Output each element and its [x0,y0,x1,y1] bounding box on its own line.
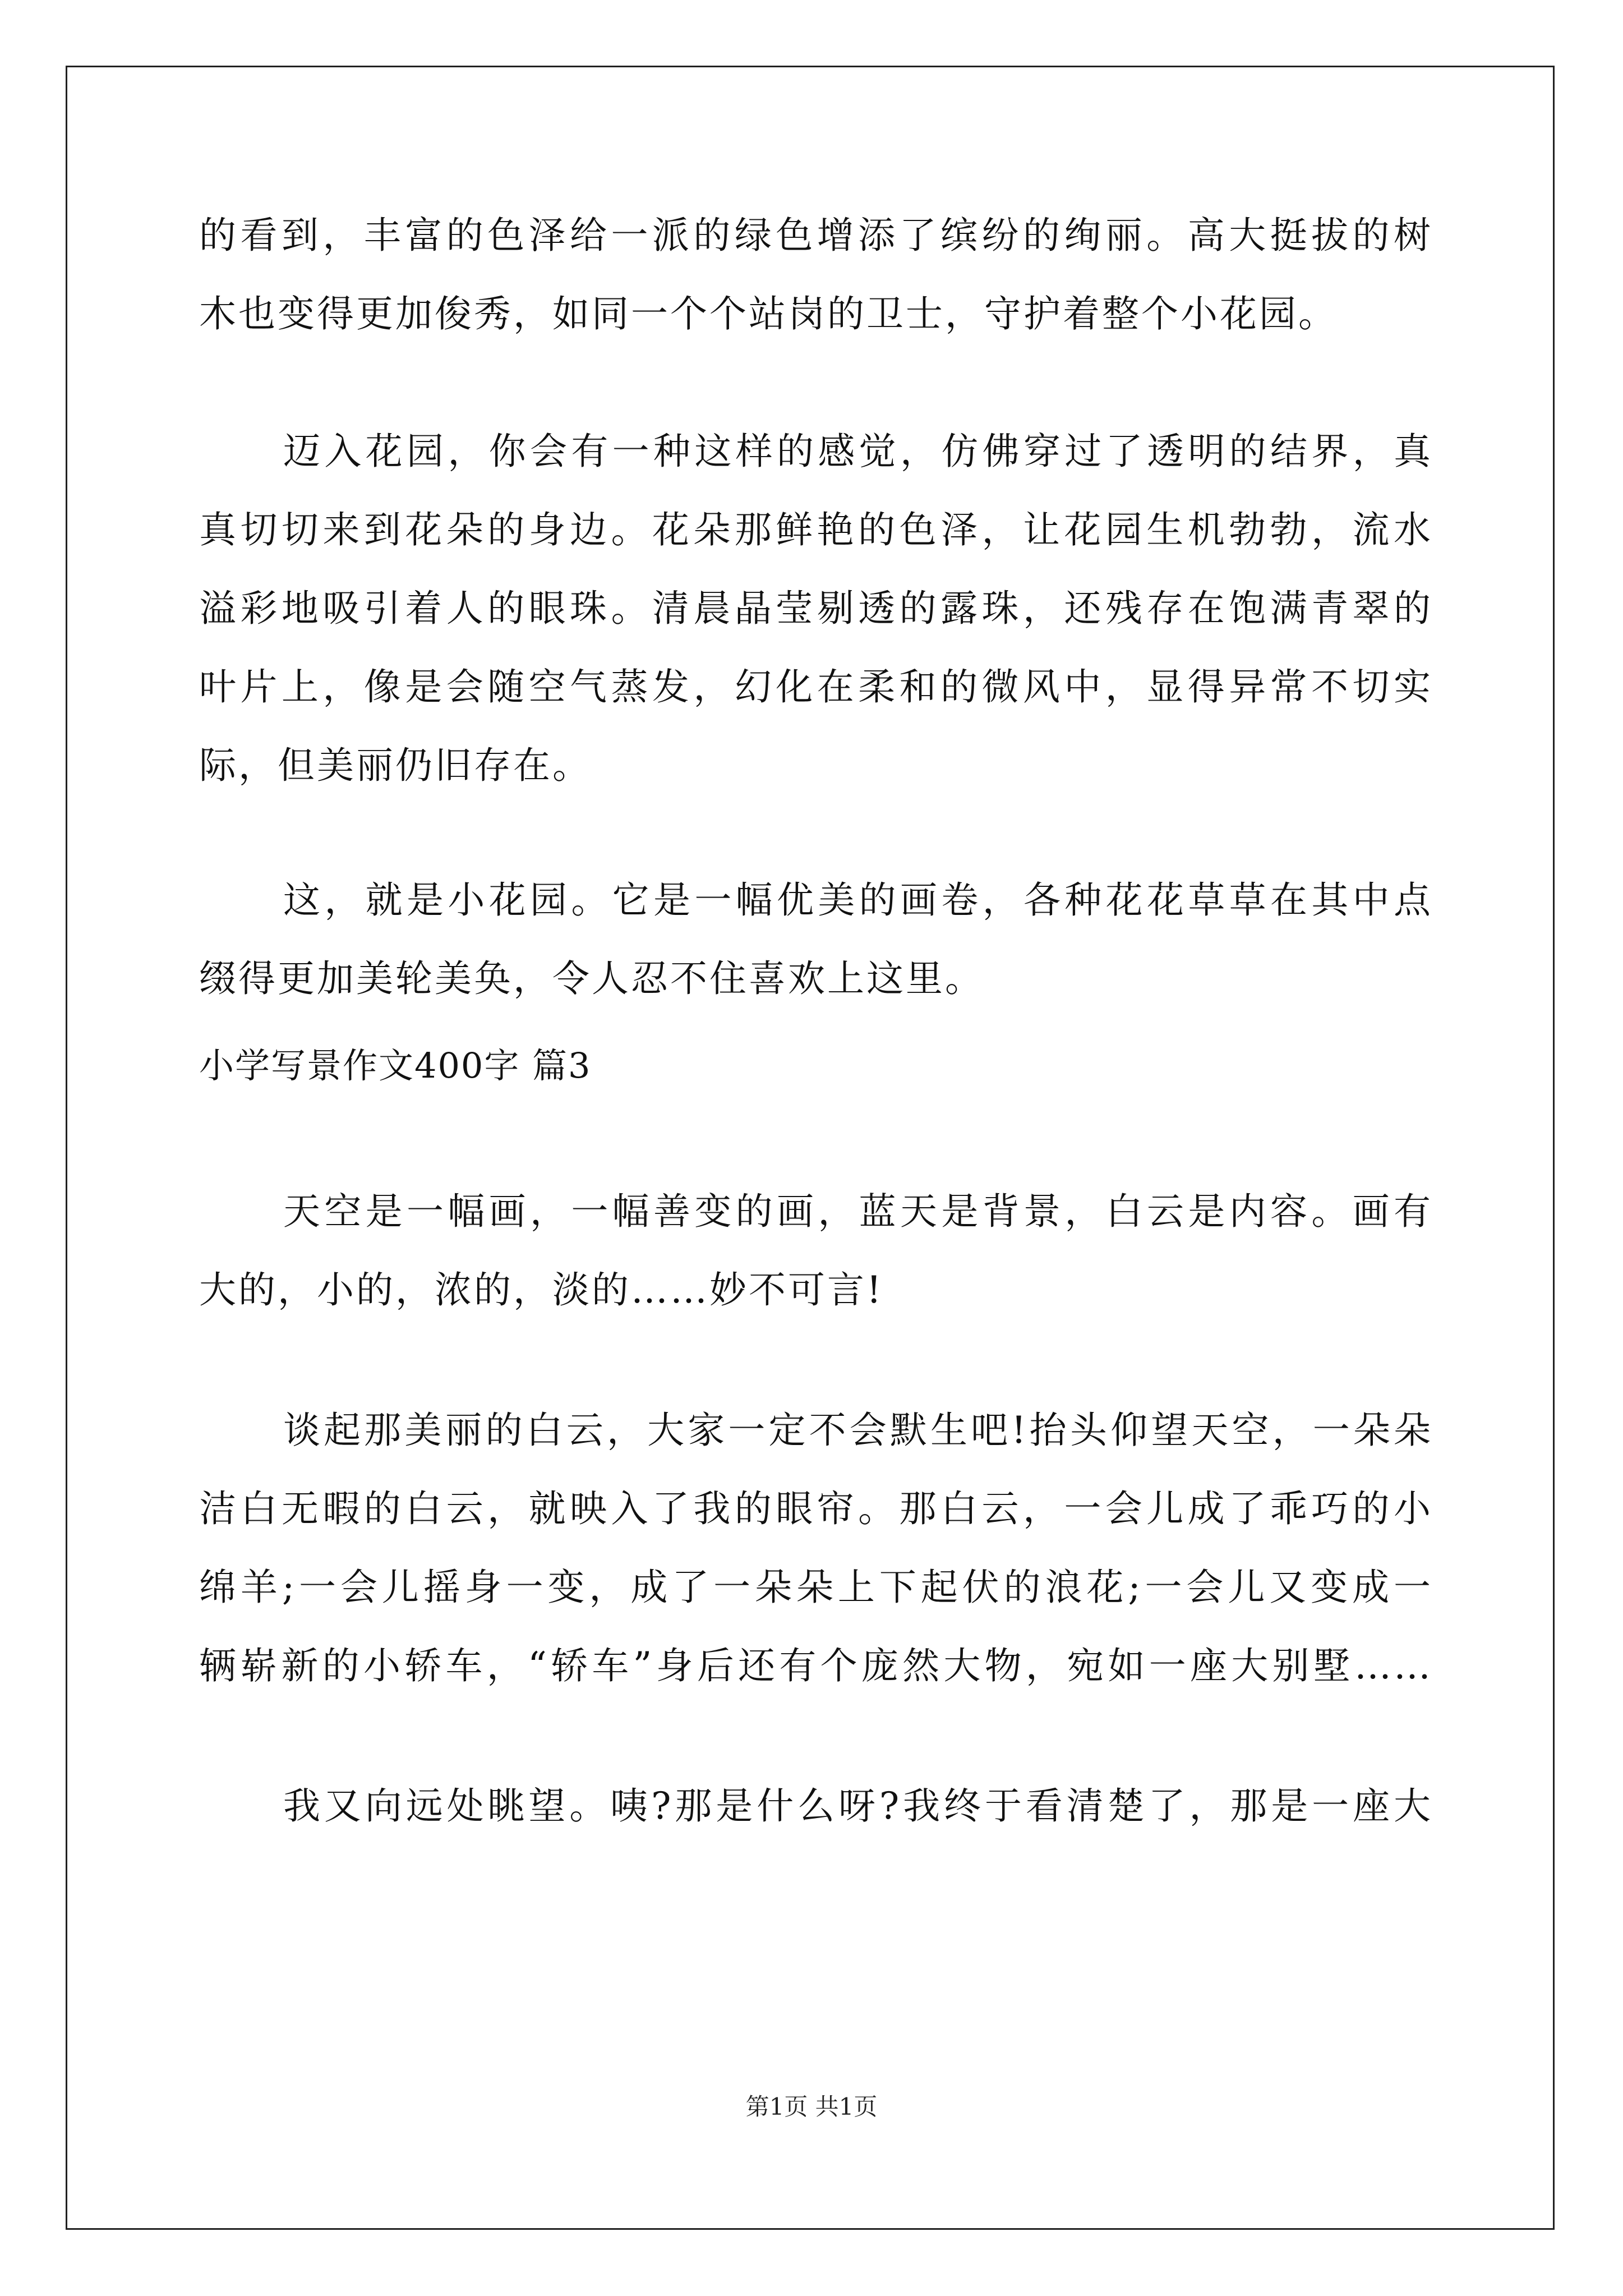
text-line: 绵羊;一会儿摇身一变，成了一朵朵上下起伏的浪花;一会儿又变成一 [199,1566,1433,1609]
paragraph-first-line: 谈起那美丽的白云，大家一定不会默生吧!抬头仰望天空，一朵朵 [283,1409,1433,1452]
text-line: 辆崭新的小轿车，“轿车”身后还有个庞然大物，宛如一座大别墅…… [199,1644,1433,1687]
text-line: 大的，小的，浓的，淡的……妙不可言! [199,1268,884,1312]
section-heading: 小学写景作文400字 篇3 [199,1045,592,1086]
paragraph-first-line: 天空是一幅画，一幅善变的画，蓝天是背景，白云是内容。画有 [283,1190,1433,1233]
paragraph-first-line: 这，就是小花园。它是一幅优美的画卷，各种花花草草在其中点 [283,878,1433,922]
text-line: 叶片上，像是会随空气蒸发，幻化在柔和的微风中，显得异常不切实 [199,665,1433,708]
text-line: 缀得更加美轮美奂，令人忍不住喜欢上这里。 [199,957,984,1000]
text-line: 洁白无暇的白云，就映入了我的眼帘。那白云，一会儿成了乖巧的小 [199,1487,1433,1530]
paragraph-first-line: 迈入花园，你会有一种这样的感觉，仿佛穿过了透明的结界，真 [283,430,1433,473]
text-line: 真切切来到花朵的身边。花朵那鲜艳的色泽，让花园生机勃勃，流水 [199,508,1433,551]
text-line: 溢彩地吸引着人的眼珠。清晨晶莹剔透的露珠，还残存在饱满青翠的 [199,587,1433,630]
text-line: 的看到，丰富的色泽给一派的绿色增添了缤纷的绚丽。高大挺拔的树 [199,214,1433,257]
paragraph-first-line: 我又向远处眺望。咦?那是什么呀?我终于看清楚了，那是一座大 [283,1784,1433,1828]
page-footer: 第1页 共1页 [745,2093,878,2120]
page-border [66,66,1555,2230]
text-line: 际，但美丽仍旧存在。 [199,744,592,787]
text-line: 木也变得更加俊秀，如同一个个站岗的卫士，守护着整个小花园。 [199,292,1338,335]
